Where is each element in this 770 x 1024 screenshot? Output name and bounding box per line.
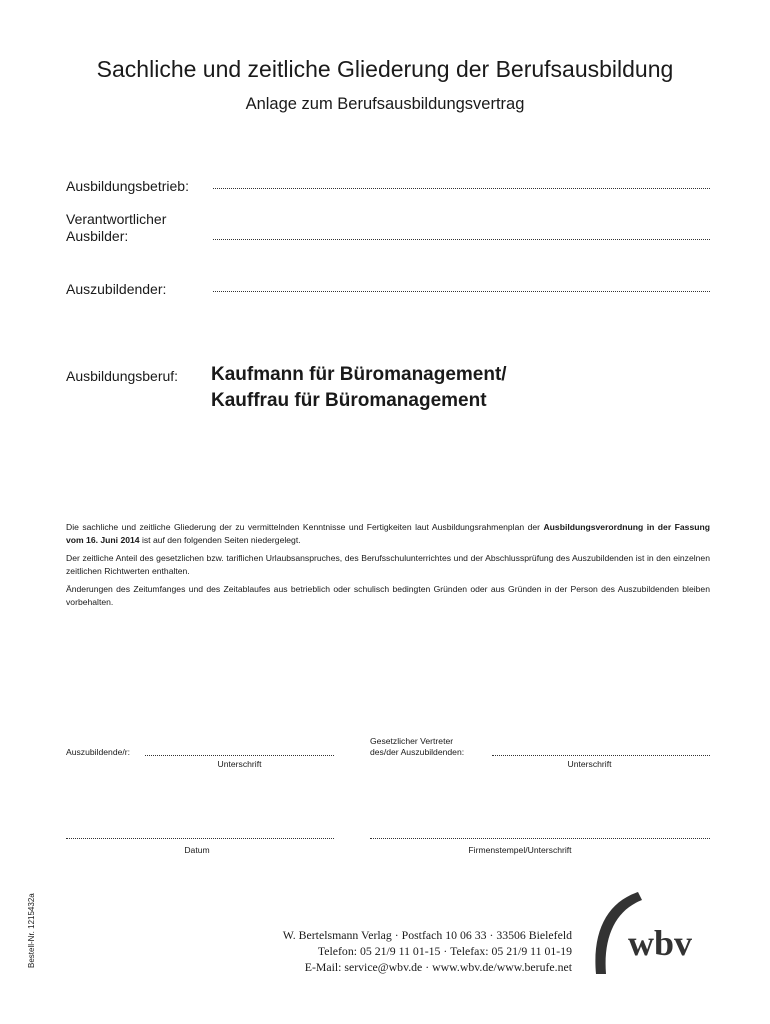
stempel-field[interactable]	[370, 836, 710, 839]
vertreter-signature-field[interactable]	[492, 753, 710, 756]
betrieb-field[interactable]	[213, 186, 710, 189]
azubi-signature-field[interactable]	[145, 753, 334, 756]
publisher-phone: Telefon: 05 21/9 11 01-15 · Telefax: 05 21/9 11 01-19	[317, 944, 572, 958]
beruf-label: Ausbildungsberuf:	[66, 368, 179, 384]
azubi-signature-label: Auszubildende/r:	[66, 747, 131, 757]
wbv-logo-text: wbv	[628, 923, 693, 963]
stempel-caption: Firmenstempel/Unterschrift	[468, 845, 572, 855]
paragraph-1	[66, 521, 710, 547]
paragraph-2: Der zeitliche Anteil des gesetzlichen bzw. tariflichen Urlaubsanspruches, des Berufsschulunterrichtes und der Abschlussprüfung des Auszubildenden ist in den einzelnen zeitlichen Richtwerten enthalten.	[66, 553, 710, 576]
auszubildender-label: Auszubildender:	[66, 281, 167, 297]
auszubildender-field[interactable]	[213, 289, 710, 292]
beruf-value	[211, 362, 507, 414]
publisher-info	[250, 927, 572, 975]
beruf-line1: Kaufmann für Büromanagement/	[211, 364, 507, 385]
ausbilder-label-line1: Verantwortlicher	[66, 211, 167, 227]
datum-field[interactable]	[66, 836, 334, 839]
beruf-line2: Kauffrau für Büromanagement	[211, 390, 487, 411]
publisher-address: W. Bertelsmann Verlag · Postfach 10 06 33 · 33506 Bielefeld	[282, 928, 572, 942]
order-number: Bestell-Nr. 1215432a	[27, 893, 36, 968]
paragraph-1-bold: Ausbildungsverordnung in der Fassung vom 16. Juni 2014	[66, 522, 710, 545]
ausbilder-label-line2: Ausbilder:	[66, 228, 129, 244]
vertreter-signature-caption: Unterschrift	[567, 759, 612, 769]
page-subtitle: Anlage zum Berufsausbildungsvertrag	[245, 95, 525, 113]
paragraph-1-text-end: ist auf den folgenden Seiten niedergelegt.	[139, 535, 301, 545]
page-title: Sachliche und zeitliche Gliederung der Berufsausbildung	[96, 56, 674, 82]
paragraph-3: Änderungen des Zeitumfanges und des Zeitablaufes aus betrieblich oder schulisch bedingten Gründen oder aus Gründen in der Person des Auszubildenden bleiben vorbehalten.	[66, 584, 710, 607]
datum-caption: Datum	[184, 845, 210, 855]
vertreter-label-line1: Gesetzlicher Vertreter	[370, 736, 454, 746]
ausbilder-field[interactable]	[213, 237, 710, 240]
azubi-signature-caption: Unterschrift	[217, 759, 262, 769]
vertreter-label-line2: des/der Auszubildenden:	[370, 747, 465, 757]
paragraph-1-text: Die sachliche und zeitliche Gliederung der zu vermittelnden Kenntnisse und Fertigkeiten laut Ausbildungsrahmenplan der	[66, 522, 544, 532]
betrieb-label: Ausbildungsbetrieb:	[66, 178, 189, 194]
publisher-email: E-Mail: service@wbv.de · www.wbv.de/www.berufe.net	[304, 960, 572, 974]
